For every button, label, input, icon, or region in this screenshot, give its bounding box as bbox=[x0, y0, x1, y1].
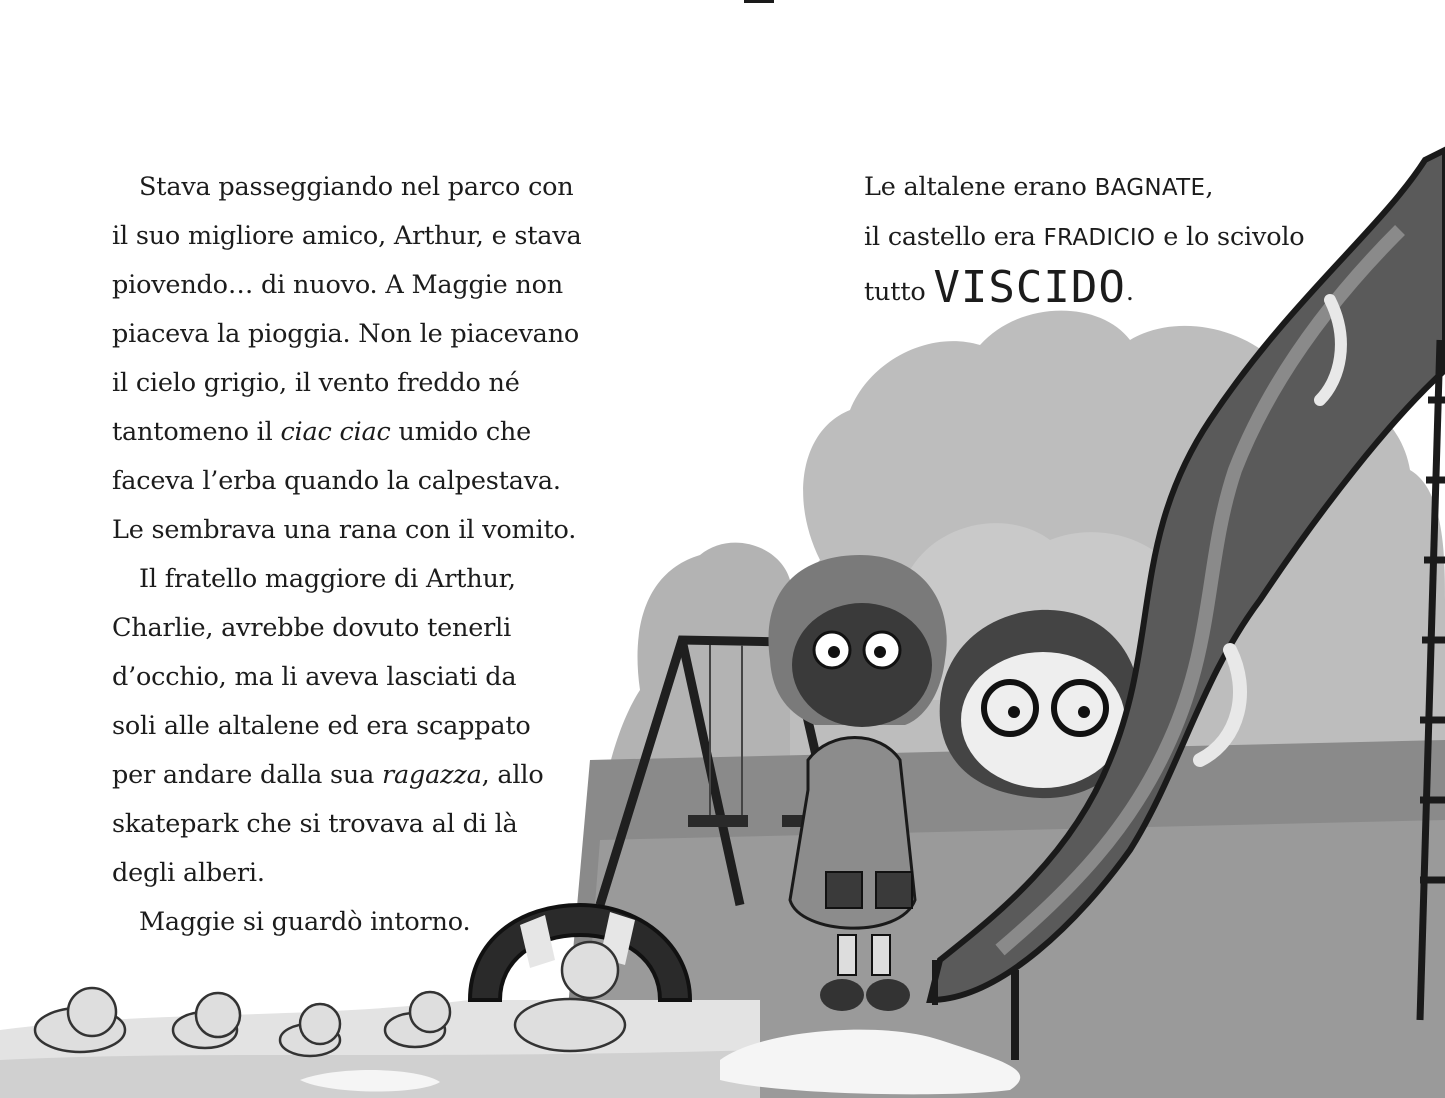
text-line bbox=[112, 604, 592, 653]
text-run: faceva l’erba quando la calpestava. bbox=[112, 466, 561, 496]
text-line bbox=[112, 751, 592, 800]
text-line bbox=[112, 702, 592, 751]
text-line bbox=[112, 163, 592, 212]
text-run: il cielo grigio, il vento freddo né bbox=[112, 368, 520, 398]
text-run: piovendo… di nuovo. A Maggie non bbox=[112, 270, 563, 300]
text-run: per andare dalla sua bbox=[112, 760, 383, 790]
text-line bbox=[112, 359, 592, 408]
text-line bbox=[864, 163, 1384, 213]
text-line bbox=[112, 800, 592, 849]
text-run: soli alle altalene ed era scappato bbox=[112, 711, 531, 741]
text-run: Charlie, avrebbe dovuto tenerli bbox=[112, 613, 512, 643]
text-run: skatepark che si trovava al di là bbox=[112, 809, 518, 839]
text-run: tutto bbox=[864, 277, 934, 307]
text-line bbox=[112, 408, 592, 457]
text-run: ragazza bbox=[382, 760, 482, 790]
text-run: Il fratello maggiore di Arthur, bbox=[139, 564, 516, 594]
text-run: , bbox=[1205, 172, 1214, 202]
text-run: , allo bbox=[481, 760, 544, 790]
text-run: d’occhio, ma li aveva lasciati da bbox=[112, 662, 517, 692]
text-run: BAGNATE bbox=[1094, 175, 1206, 201]
text-line bbox=[112, 261, 592, 310]
text-line bbox=[112, 898, 592, 947]
text-line bbox=[112, 506, 592, 555]
text-run: e lo scivolo bbox=[1155, 222, 1305, 252]
text-line bbox=[112, 457, 592, 506]
text-run: il castello era bbox=[864, 222, 1044, 252]
text-line bbox=[112, 310, 592, 359]
text-line bbox=[112, 555, 592, 604]
text-run: Le altalene erano bbox=[864, 172, 1095, 202]
text-run: . bbox=[1125, 277, 1134, 307]
text-run: umido che bbox=[390, 417, 532, 447]
text-run: Le sembrava una rana con il vomito. bbox=[112, 515, 577, 545]
text-run: Maggie si guardò intorno. bbox=[139, 907, 471, 937]
text-run: Stava passeggiando nel parco con bbox=[139, 172, 574, 202]
text-run: FRADICIO bbox=[1043, 225, 1156, 251]
text-run: piaceva la pioggia. Non le piacevano bbox=[112, 319, 580, 349]
text-line bbox=[112, 653, 592, 702]
text-run: VISCIDO bbox=[933, 262, 1126, 313]
text-run: ciac ciac bbox=[280, 417, 391, 447]
text-run: degli alberi. bbox=[112, 858, 265, 888]
text-line bbox=[112, 849, 592, 898]
text-line bbox=[112, 212, 592, 261]
left-page-text bbox=[112, 163, 592, 947]
text-line bbox=[864, 213, 1384, 263]
right-page-text bbox=[864, 163, 1384, 317]
text-line bbox=[864, 263, 1384, 317]
text-run: il suo migliore amico, Arthur, e stava bbox=[112, 221, 582, 251]
text-run: tantomeno il bbox=[112, 417, 281, 447]
